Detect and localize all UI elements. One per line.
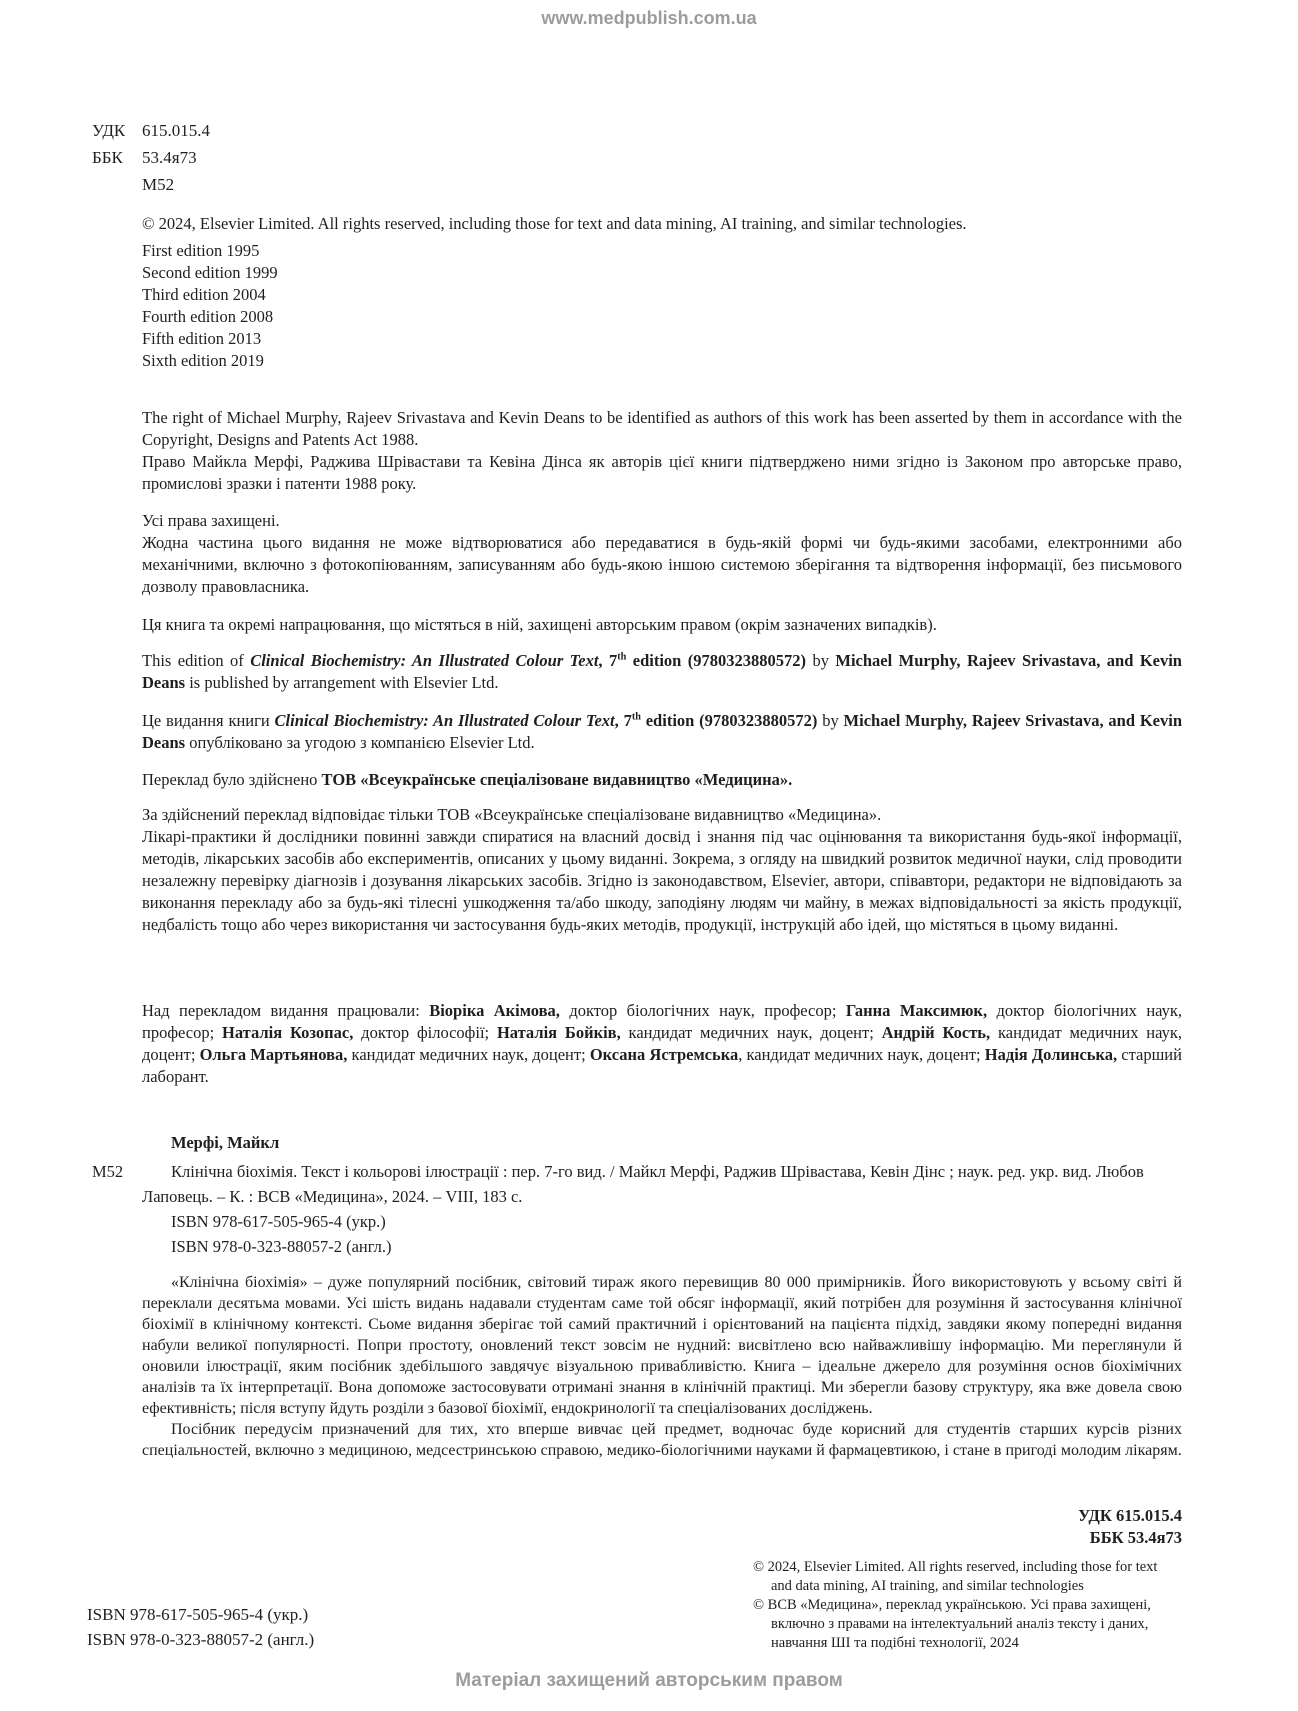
annotation-block [142,1272,1182,1461]
edition-item: Sixth edition 2019 [142,351,264,370]
edition-item: Fifth edition 2013 [142,329,262,348]
catalog-isbn-uk: ISBN 978-617-505-965-4 (укр.) [171,1212,386,1231]
udk-bottom: УДК 615.015.4 [1078,1506,1182,1525]
bottom-isbn-en: ISBN 978-0-323-88057-2 (англ.) [87,1630,315,1649]
catalog-card-block [92,1159,1182,1259]
classification-bottom-block [1078,1505,1182,1549]
copyright-protection-note: Ця книга та окремі напрацювання, що містяться в ній, захищені авторським правом (окрім зазначених випадків). [142,615,937,634]
bbk-row [92,144,210,171]
translators-paragraph: Над перекладом видання працювали: Віоріка Акімова, доктор біологічних наук, професор; Ганна Максимюк, доктор біологічних наук, професор; Наталія Козопас, доктор філософії; Наталія Бойків, кандидат медичних наук, доцент; Андрій Кость, кандидат медичних наук, доцент; Ольга Мартьянова, кандидат медичних наук, доцент; Оксана Ястремська, кандидат медичних наук, доцент; Надія Долинська, старший лаборант. [142,1001,1183,1086]
edition-item: First edition 1995 [142,241,260,260]
catalog-entry [92,1159,1182,1209]
annotation-paragraph-2: Посібник передусім призначений для тих, хто вперше вивчає цей предмет, водночас буде корисний для студентів старших курсів різних спеціальностей, включно з медициною, медсестринською справою, медико-біологічними науками й фармацевтикою, і стане в пригоді молодим лікарям. [142,1421,1182,1459]
bottom-isbn-block [87,1602,314,1652]
publisher-copyright-line: навчання ШІ та подібні технології, 2024 [771,1635,1019,1651]
udk-value: 615.015.4 [142,121,210,140]
editions-list [142,240,1182,372]
translation-publisher-note: Переклад було здійснено ТОВ «Всеукраїнське спеціалізоване видавництво «Медицина». [142,770,793,789]
author-sign-row [92,171,210,198]
udk-label: УДК [92,121,126,140]
udk-row [92,117,210,144]
edition-item: Second edition 1999 [142,263,278,282]
disclaimer-block [142,804,1182,936]
disclaimer-body: Лікарі-практики й дослідники повинні завжди спиратися на власний досвід і знання під час оцінювання та використання будь-якої інформації, методів, лікарських засобів або експериментів, описаних у цьому виданні. Зокрема, з огляду на швидкий розвиток медичної науки, слід проводити незалежну перевірку діагнозів і дозування лікарських засобів. Згідно із законодавством, Elsevier, автори, співавтори, редактори не відповідають за виконання перекладу або за будь-які тілесні ушкодження та/або шкоду, заподіяну людям чи майну, в межах відповідальності за якість продукції, недбалість тощо або через використання чи застосування будь-яких методів, продукції, інструкцій або ідей, що містяться в цьому виданні. [142,827,1182,934]
publisher-copyright-line: включно з правами на інтелектуальний аналіз тексту і даних, [771,1616,1149,1632]
catalog-entry-text: Клінічна біохімія. Текст і кольорові ілюстрації : пер. 7-го вид. / Майкл Мерфі, Раджив Шрівастава, Кевін Дінс ; наук. ред. укр. вид. Любов Лаповець. – К. : ВСВ «Медицина», 2024. – VIII, 183 с. [142,1162,1144,1206]
catalog-isbn-en: ISBN 978-0-323-88057-2 (англ.) [171,1237,392,1256]
all-rights-block [142,510,1182,598]
arrangement-paragraph-uk: Це видання книги Clinical Biochemistry: An Illustrated Colour Text, 7th edition (9780323880572) by Michael Murphy, Rajeev Srivastava, and Kevin Deans опубліковано за угодою з компанією Elsevier Ltd. [142,711,1183,752]
rights-assertion-en: The right of Michael Murphy, Rajeev Srivastava and Kevin Deans to be identified as authors of this work has been asserted by them in accordance with the Copyright, Designs and Patents Act 1988. [142,408,1182,449]
edition-item: Third edition 2004 [142,285,266,304]
bottom-isbn-uk: ISBN 978-617-505-965-4 (укр.) [87,1605,309,1624]
bbk-bottom: ББК 53.4я73 [1089,1528,1182,1547]
publisher-copyright-block [753,1558,1198,1653]
rights-assertion-block [142,407,1182,495]
author-sign-code: М52 [142,175,175,194]
elsevier-copyright-paragraph: © 2024, Elsevier Limited. All rights reserved, including those for text and data mining, AI training, and similar technologies. [142,214,967,233]
bbk-value: 53.4я73 [142,148,197,167]
annotation-paragraph-1: «Клінічна біохімія» – дуже популярний посібник, світовий тираж якого перевищив 80 000 примірників. Його використовують у всьому світі й переклали десятьма мовами. Усі шість видань надавали студентам саме той обсяг інформації, який потрібен для розуміння й застосування клінічної біохімії в клінічному контексті. Сьоме видання зберігає той самий практичний і орієнтований на пацієнта підхід, завдяки якому попередні видання набули великої популярності. Попри простоту, оновлений текст зовсім не нудний: висвітлено всю найважливішу інформацію. Ми переглянули й оновили ілюстрації, яким посібник здебільшого завдячує візуальною привабливістю. Книга – ідеальне джерело для розуміння основ біохімічних аналізів та їх інтерпретації. Вона допоможе застосовувати отримані знання в клінічній практиці. Ми зберегли базову структуру, яка вже довела свою ефективність; після вступу йдуть розділи з базової біохімії, ендокринології та спеціалізованих досліджень. [142,1274,1182,1417]
arrangement-paragraph-en: This edition of Clinical Biochemistry: An Illustrated Colour Text, 7th edition (9780323880572) by Michael Murphy, Rajeev Srivastava, and Kevin Deans is published by arrangement with Elsevier Ltd. [142,651,1182,692]
catalog-author-header: Мерфі, Майкл [171,1133,280,1152]
rights-assertion-uk: Право Майкла Мерфі, Раджива Шрівастави та Кевіна Дінса як авторів цієї книги підтверджено ними згідно із Законом про авторське право, промислові зразки і патенти 1988 року. [142,452,1182,493]
publisher-copyright-line: and data mining, AI training, and similar technologies [771,1578,1084,1594]
site-url-header: www.medpublish.com.ua [541,8,757,28]
publisher-copyright-line: © ВСВ «Медицина», переклад українською. Усі права захищені, [753,1597,1151,1613]
all-rights-title: Усі права захищені. [142,511,280,530]
disclaimer-lead: За здійснений переклад відповідає тільки ТОВ «Всеукраїнське спеціалізоване видавництво «Медицина». [142,805,882,824]
footer-copyright-notice: Матеріал захищений авторським правом [455,1670,843,1691]
edition-item: Fourth edition 2008 [142,307,274,326]
author-sign-spacer [92,171,142,198]
bbk-label: ББК [92,148,123,167]
classification-top-block [92,117,210,198]
catalog-author-sign: М52 [92,1162,124,1181]
publisher-copyright-line: © 2024, Elsevier Limited. All rights reserved, including those for text [753,1559,1158,1575]
all-rights-body: Жодна частина цього видання не може відтворюватися або передаватися в будь-якій формі чи будь-якими засобами, електронними або механічними, включно з фотокопіюванням, записуванням або будь-якою іншою системою зберігання та відтворення інформації, без письмового дозволу правовласника. [142,533,1182,596]
